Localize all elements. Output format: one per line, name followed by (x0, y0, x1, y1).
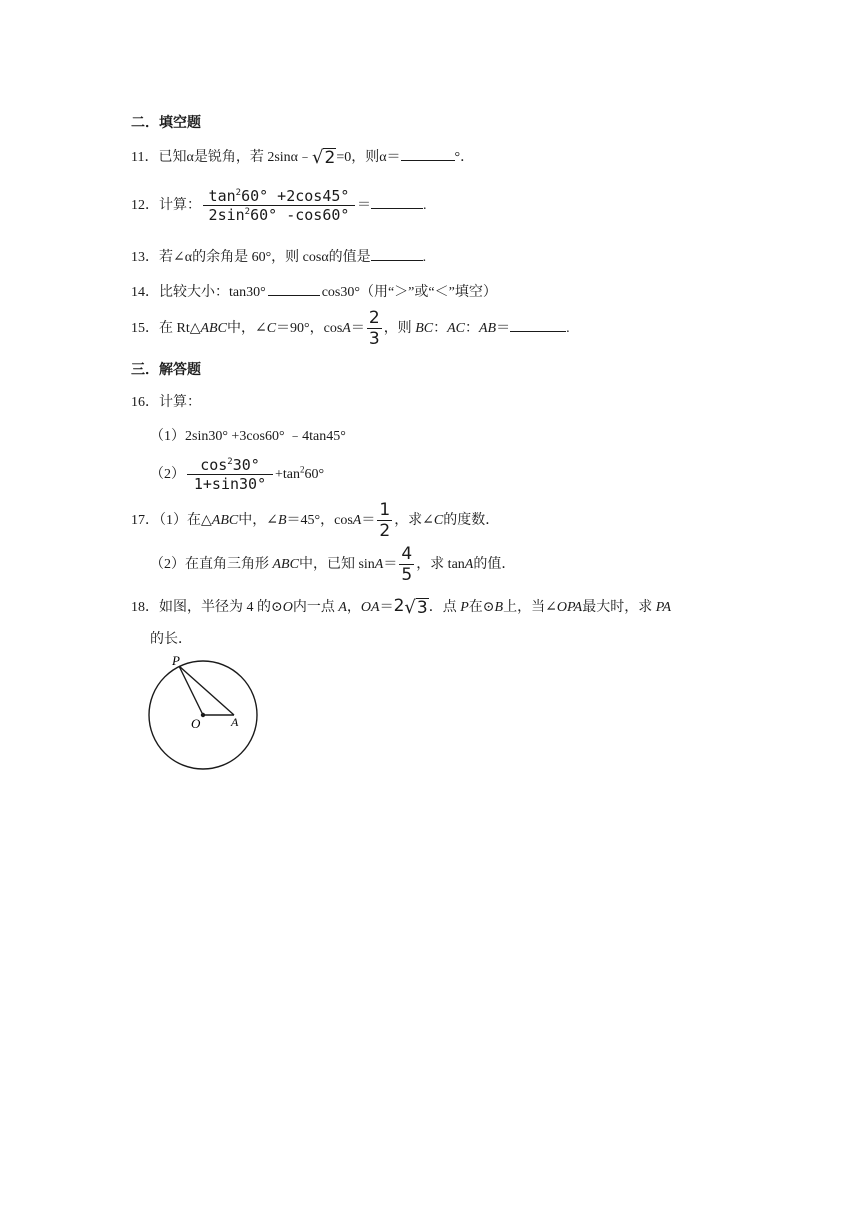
q13-text: 若∠α的余角是 60°，则 cosα的值是 (159, 250, 371, 265)
q11-text-post: =0，则α＝ (336, 150, 401, 165)
center-point (201, 713, 205, 717)
label-p: P (172, 653, 180, 668)
question-16-part-2: （2） $\frac{\cos^230^\circ}{1+\sin 30^\circ}$ $+\tan^260^\circ$ (150, 455, 325, 493)
q12-tail: . (423, 198, 427, 213)
q14-number: 14． (131, 285, 159, 300)
sqrt-symbol: √ 2 (312, 147, 336, 169)
question-15 (131, 310, 570, 348)
q16-part-label: （2） (150, 467, 185, 482)
q15-text: ，则 (383, 321, 416, 337)
q13-number: 13． (131, 250, 159, 265)
section-title-fill-blank: 二．填空题 (131, 114, 201, 130)
q15-number: 15． (131, 321, 159, 337)
q15-text: ： (464, 321, 479, 337)
q15-text: 在 Rt△ (159, 321, 201, 337)
q15-text: ＝90°，cos (276, 321, 343, 337)
q16-number: 16． (131, 395, 159, 410)
q14-text: 比较大小：tan30° (159, 285, 266, 300)
q16-text: 计算： (159, 395, 201, 410)
q12-fraction: $\frac{\tan^260^\circ +2\cos 45^\circ}{2\sin^260^\circ -\cos 60^\circ}$ (203, 189, 355, 223)
q17-fraction-1: $\frac{1}{2}$ (379, 500, 391, 541)
q14-text-post: cos30°（用“＞”或“＜”填空） (321, 285, 497, 300)
q11-number: 11． (131, 150, 159, 165)
q12-number: 12． (131, 198, 159, 213)
question-12 (131, 186, 427, 226)
q15-text: ＝ (350, 321, 365, 337)
q18-number: 18． (131, 600, 159, 615)
q15-text: ＝ (496, 321, 511, 337)
q15-fraction: $\frac{2}{3}$ (368, 308, 380, 349)
q15-tail: . (566, 321, 570, 337)
q15-var: AB (478, 321, 497, 337)
q17-number: 17． (131, 513, 159, 529)
q11-text: 已知α是锐角，若 2sinα﹣ (158, 150, 312, 165)
answer-blank[interactable] (268, 281, 320, 296)
q11-tail: °． (454, 150, 475, 165)
question-18-line-2: 的长． (150, 632, 192, 647)
q12-text: 计算： (159, 198, 201, 213)
question-14 (131, 281, 497, 303)
segment-po (179, 666, 203, 715)
question-18: 18．如图，半径为 4 的⊙O内一点 A，OA＝2 √ 3 ．点 P在⊙B上，当∠OPA最大时，求 PA (131, 596, 672, 619)
section-title-answer: 三．解答题 (131, 361, 201, 377)
q12-equals: ＝ (357, 198, 371, 213)
question-16 (131, 393, 201, 413)
segment-pa (179, 666, 234, 715)
circle-figure (140, 650, 270, 775)
q15-var: AC (447, 321, 465, 337)
q15-text: 中，∠ (226, 321, 267, 337)
answer-blank[interactable] (371, 194, 423, 209)
q16-fraction: $\frac{\cos^230^\circ}{1+\sin 30^\circ}$ (187, 458, 273, 492)
sqrt-symbol: √ 3 (404, 597, 428, 619)
answer-blank[interactable] (371, 246, 423, 261)
q13-tail: . (422, 250, 427, 265)
question-17-part-1: 17．（1）在△ABC中，∠B＝45°，cosA＝ $\frac{1}{2}$ ，求∠C的度数． (131, 500, 500, 541)
q15-var: C (266, 321, 277, 337)
answer-blank[interactable] (510, 317, 566, 332)
answer-blank[interactable] (401, 146, 455, 161)
label-a: A (231, 715, 239, 729)
question-13 (131, 246, 426, 268)
question-17-part-2: （2）在直角三角形 ABC中，已知 sinA＝ $\frac{4}{5}$ ，求 tanA的值． (150, 544, 516, 585)
q17-fraction-2: $\frac{4}{5}$ (401, 544, 413, 585)
q15-var: A (342, 321, 351, 337)
question-16-part-1: （1）2sin30° +3cos60° ﹣4tan45° (150, 429, 346, 444)
q15-var: BC (415, 321, 434, 337)
q15-var: ABC (200, 321, 227, 337)
label-o: O (191, 716, 201, 731)
question-11 (131, 146, 474, 168)
q15-text: ： (433, 321, 448, 337)
